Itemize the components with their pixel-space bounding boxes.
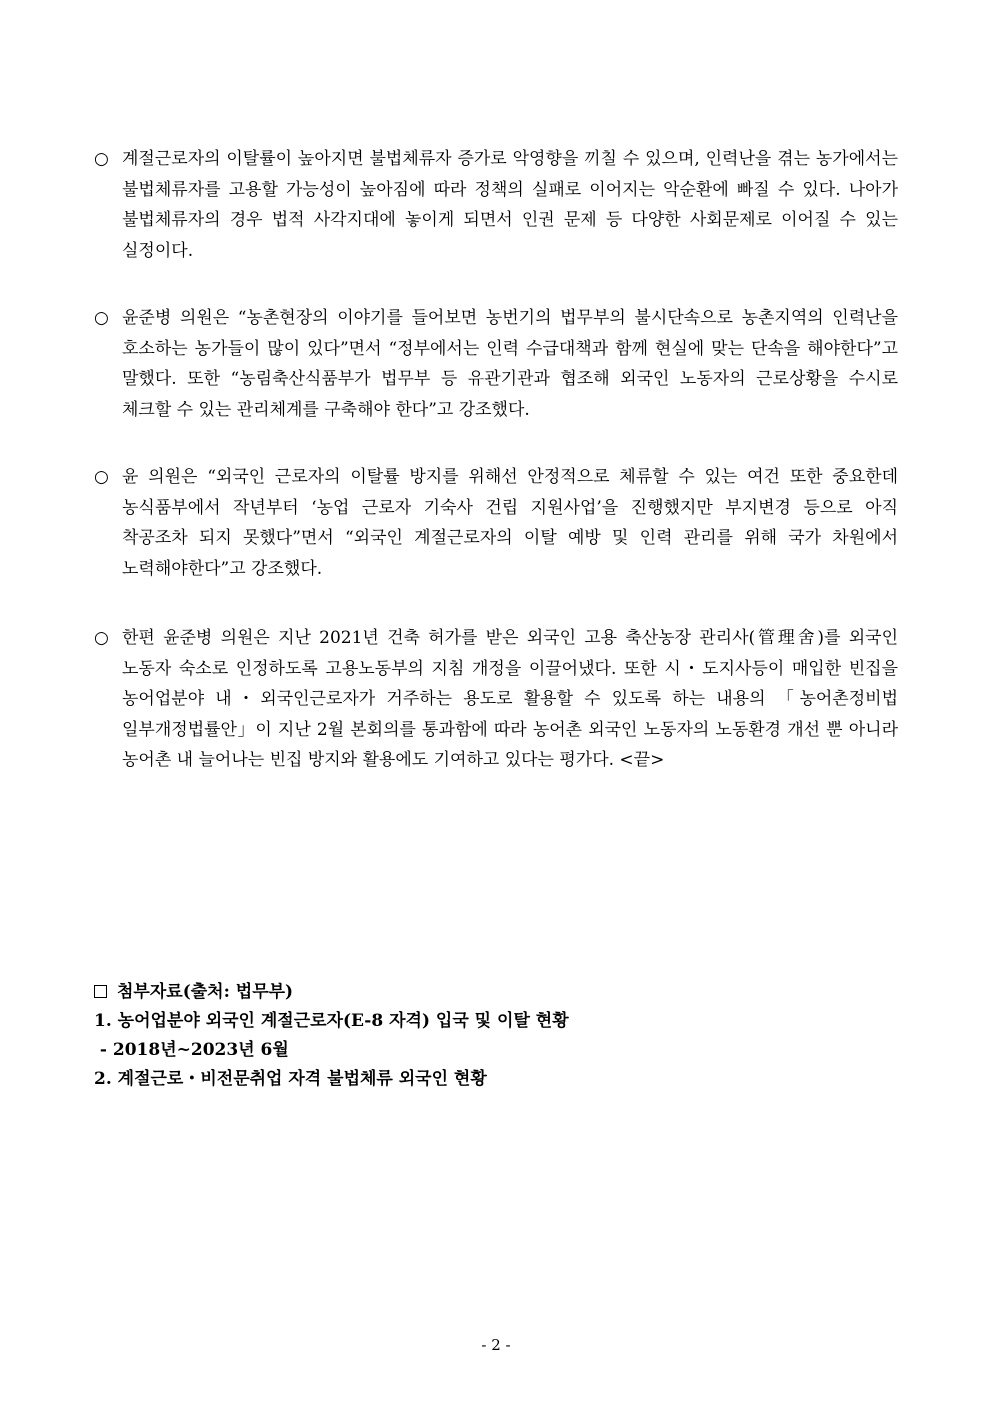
attachment-item-2: 2. 계절근로・비전문취업 자격 불법체류 외국인 현황: [94, 1069, 487, 1089]
paragraph-2: [94, 303, 898, 425]
paragraph-4: [94, 623, 898, 776]
attachments-section: [94, 978, 898, 1094]
attachments-heading: [94, 978, 898, 1007]
bullet-circle-icon: ○: [94, 149, 109, 169]
checkbox-square-icon: [94, 985, 107, 998]
paragraph-1-text: 계절근로자의 이탈률이 높아지면 불법체류자 증가로 악영향을 끼칠 수 있으며, 인력난을 겪는 농가에서는 불법체류자를 고용할 가능성이 높아짐에 따라 정책의 실패로 이어지는 악순환에 빠질 수 있다. 나아가 불법체류자의 경우 법적 사각지대에 놓이게 되면서 인권 문제 등 다양한 사회문제로 이어질 수 있는 실정이다.: [122, 149, 898, 261]
paragraph-3: [94, 462, 898, 584]
bullet-circle-icon: ○: [94, 308, 109, 328]
page-number: - 2 -: [481, 1336, 511, 1354]
bullet-circle-icon: ○: [94, 628, 109, 648]
paragraph-3-text: 윤 의원은 “외국인 근로자의 이탈률 방지를 위해선 안정적으로 체류할 수 있는 여건 또한 중요한데 농식품부에서 작년부터 ‘농업 근로자 기숙사 건립 지원사업’을 진행했지만 부지변경 등으로 아직 착공조차 되지 못했다”면서 “외국인 계절근로자의 이탈 예방 및 인력 관리를 위해 국가 차원에서 노력해야한다”고 강조했다.: [122, 467, 898, 579]
bullet-circle-icon: ○: [94, 467, 109, 487]
paragraph-4-text: 한편 윤준병 의원은 지난 2021년 건축 허가를 받은 외국인 고용 축산농장 관리사(管理舍)를 외국인 노동자 숙소로 인정하도록 고용노동부의 지침 개정을 이끌어냈다. 또한 시・도지사등이 매입한 빈집을 농어업분야 내・외국인근로자가 거주하는 용도로 활용할 수 있도록 하는 내용의 「농어촌정비법 일부개정법률안」이 지난 2월 본회의를 통과함에 따라 농어촌 외국인 노동자의 노동환경 개선 뿐 아니라 농어촌 내 늘어나는 빈집 방지와 활용에도 기여하고 있다는 평가다. <끝>: [122, 628, 898, 770]
paragraph-1: [94, 144, 898, 266]
attachment-item-1-period: - 2018년~2023년 6월: [94, 1040, 289, 1060]
paragraph-2-text: 윤준병 의원은 “농촌현장의 이야기를 들어보면 농번기의 법무부의 불시단속으로 농촌지역의 인력난을 호소하는 농가들이 많이 있다”면서 “정부에서는 인력 수급대책과 함께 현실에 맞는 단속을 해야한다”고 말했다. 또한 “농림축산식품부가 법무부 등 유관기관과 협조해 외국인 노동자의 근로상황을 수시로 체크할 수 있는 관리체계를 구축해야 한다”고 강조했다.: [122, 308, 898, 420]
attachment-item-1: 1. 농어업분야 외국인 계절근로자(E-8 자격) 입국 및 이탈 현황: [94, 1011, 569, 1031]
attachments-heading-text: 첨부자료(출처: 법무부): [117, 982, 294, 1002]
